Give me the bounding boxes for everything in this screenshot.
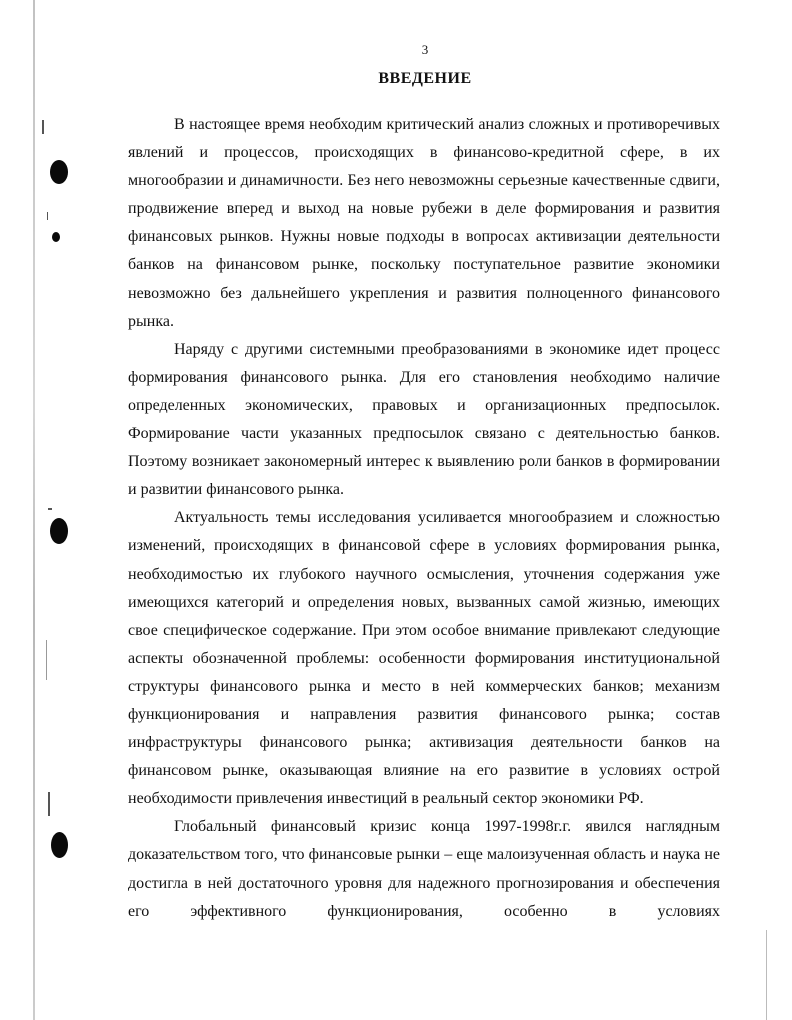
punch-hole: [50, 160, 68, 184]
scan-mark: [46, 640, 47, 680]
body-text: [128, 111, 720, 926]
paragraph: В настоящее время необходим критический анализ сложных и противоречивых явлений и процессов, происходящих в финансово-кредитной сфере, в их многообразии и динамичности. Без него невозможны серьезные качественные сдвиги, продвижение вперед и выход на новые рубежи в деле формирования и развития финансовых рынков. Нужны новые подходы в вопросах активизации деятельности банков на финансовом рынке, поскольку поступательное развитие экономики невозможно без дальнейшего укрепления и развития полноценного финансового рынка.: [128, 116, 720, 330]
page-number: 3: [421, 42, 429, 57]
punch-hole: [51, 832, 68, 858]
paragraph: Наряду с другими системными преобразованиями в экономике идет процесс формирования финансового рынка. Для его становления необходимо наличие определенных экономических, правовых и организационных предпосылок. Формирование части указанных предпосылок связано с деятельностью банков. Поэтому возникает закономерный интерес к выявлению роли банков в формировании и развитии финансового рынка.: [128, 340, 720, 499]
scan-mark: [42, 120, 44, 134]
paragraph: Актуальность темы исследования усиливается многообразием и сложностью изменений, происходящих в финансовой сфере в условиях формирования рынка, необходимостью их глубокого научного осмысления, уточнения содержания уже имеющихся категорий и определения новых, вызванных самой жизнью, имеющих свое специфическое содержание. При этом особое внимание привлекают следующие аспекты обозначенной проблемы: особенности формирования институциональной структуры финансового рынка и место в ней коммерческих банков; механизм функционирования и направления развития финансового рынка; состав инфраструктуры финансового рынка; активизация деятельности банков на финансовом рынке, оказывающая влияние на его развитие в условиях острой необходимости привлечения инвестиций в реальный сектор экономики РФ.: [128, 509, 720, 808]
scan-mark: [47, 212, 48, 220]
paragraph: Глобальный финансовый кризис конца 1997-1998г.г. явился наглядным доказательством того, что финансовые рынки – еще малоизученная область и наука не достигла в ней достаточного уровня для надежного прогнозирования и обеспечения его эффективного функционирования, особенно в условиях: [128, 818, 720, 920]
scan-mark: [48, 792, 50, 816]
scan-edge-line: [766, 930, 767, 1020]
page-title: ВВЕДЕНИЕ: [378, 70, 472, 87]
punch-hole: [50, 518, 68, 544]
scan-mark: [48, 508, 52, 510]
punch-hole: [52, 232, 60, 242]
binding-edge-line: [33, 0, 35, 1020]
